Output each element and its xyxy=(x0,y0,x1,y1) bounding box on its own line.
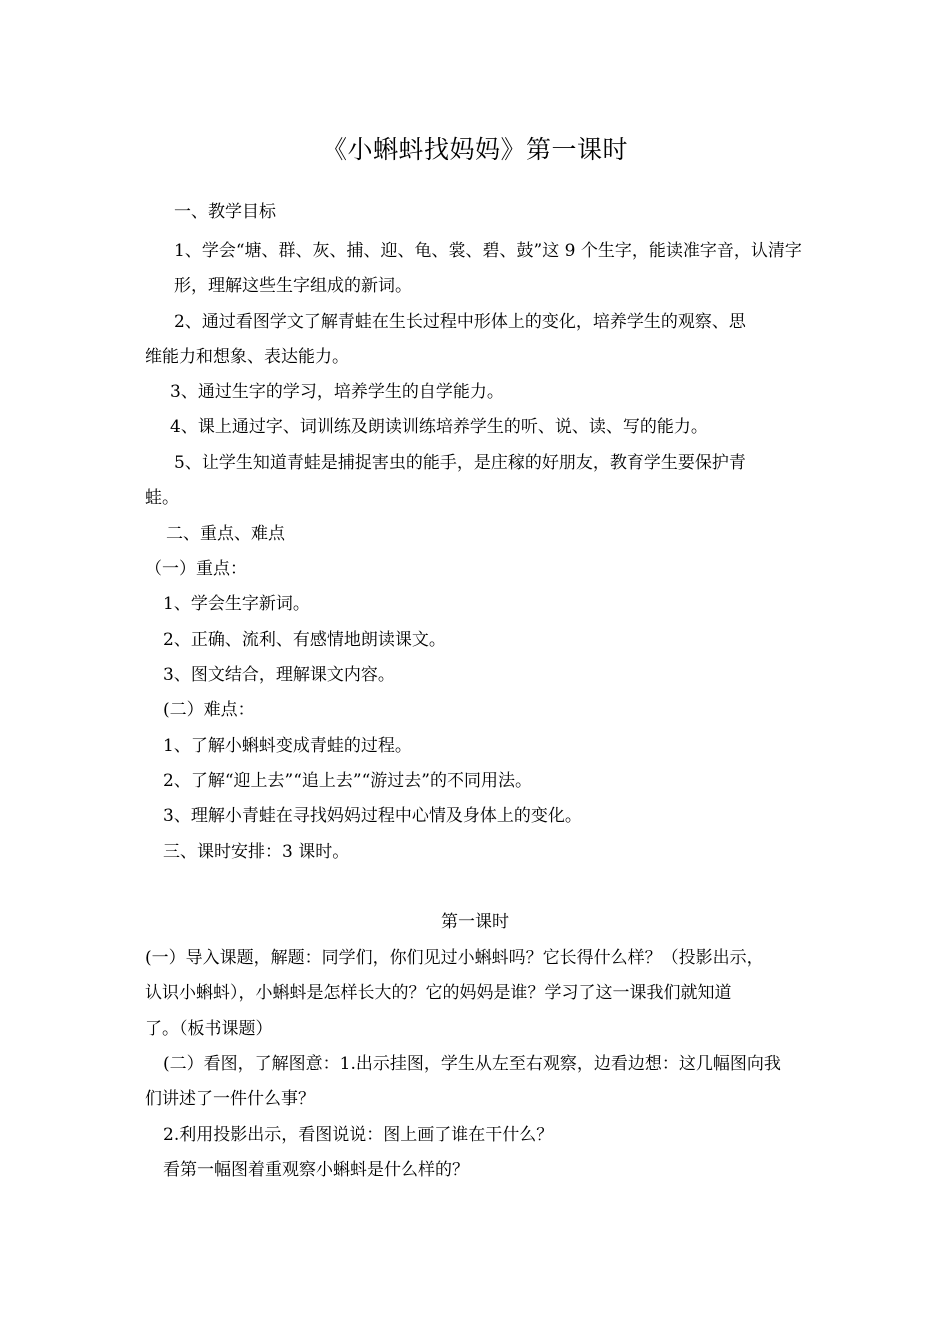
document-title: 《小蝌蚪找妈妈》第一课时 xyxy=(321,135,628,164)
key-point-2: 2、正确、流利、有感情地朗读课文。 xyxy=(163,630,446,650)
objective-5-line-1: 5、让学生知道青蛙是捕捉害虫的能手，是庄稼的好朋友，教育学生要保护青 xyxy=(174,453,746,473)
difficulty-1: 1、了解小蝌蚪变成青蛙的过程。 xyxy=(163,736,412,756)
intro-line-2: 认识小蝌蚪），小蝌蚪是怎样长大的？它的妈妈是谁？学习了这一课我们就知道 xyxy=(145,983,732,1003)
intro-line-3: 了。（板书课题） xyxy=(145,1019,273,1039)
objective-2-line-2: 维能力和想象、表达能力。 xyxy=(145,347,349,367)
difficulty-2: 2、了解“迎上去”“追上去”“游过去”的不同用法。 xyxy=(163,771,532,791)
first-picture-step: 看第一幅图着重观察小蝌蚪是什么样的？ xyxy=(163,1160,469,1180)
projection-step: 2.利用投影出示，看图说说：图上画了谁在干什么？ xyxy=(163,1125,554,1145)
key-point-3: 3、图文结合，理解课文内容。 xyxy=(163,665,395,685)
intro-line-1: (一）导入课题，解题：同学们，你们见过小蝌蚪吗？它长得什么样？（投影出示， xyxy=(145,948,764,968)
section-heading-schedule: 三、课时安排：3 课时。 xyxy=(163,842,350,862)
picture-step-line-1: (二）看图，了解图意：1.出示挂图，学生从左至右观察，边看边想：这几幅图向我 xyxy=(163,1054,781,1074)
section-heading-key-points: 二、重点、难点 xyxy=(166,524,285,544)
subsection-difficulties: (二）难点： xyxy=(163,700,255,720)
section-heading-objectives: 一、教学目标 xyxy=(174,202,276,222)
picture-step-line-2: 们讲述了一件什么事？ xyxy=(145,1089,315,1109)
key-point-1: 1、学会生字新词。 xyxy=(163,594,310,614)
objective-5-line-2: 蛙。 xyxy=(145,488,179,508)
objective-4: 4、课上通过字、词训练及朗读训练培养学生的听、说、读、写的能力。 xyxy=(170,417,708,437)
objective-3: 3、通过生字的学习，培养学生的自学能力。 xyxy=(170,382,504,402)
lesson-heading: 第一课时 xyxy=(441,912,509,932)
objective-2-line-1: 2、通过看图学文了解青蛙在生长过程中形体上的变化，培养学生的观察、思 xyxy=(174,312,746,332)
objective-1-line-2: 形，理解这些生字组成的新词。 xyxy=(174,276,412,296)
difficulty-3: 3、理解小青蛙在寻找妈妈过程中心情及身体上的变化。 xyxy=(163,806,582,826)
objective-1-line-1: 1、学会“塘、群、灰、捕、迎、龟、裳、碧、鼓”这 9 个生字，能读准字音，认清字 xyxy=(174,241,802,261)
subsection-key-points: （一）重点： xyxy=(145,559,247,579)
